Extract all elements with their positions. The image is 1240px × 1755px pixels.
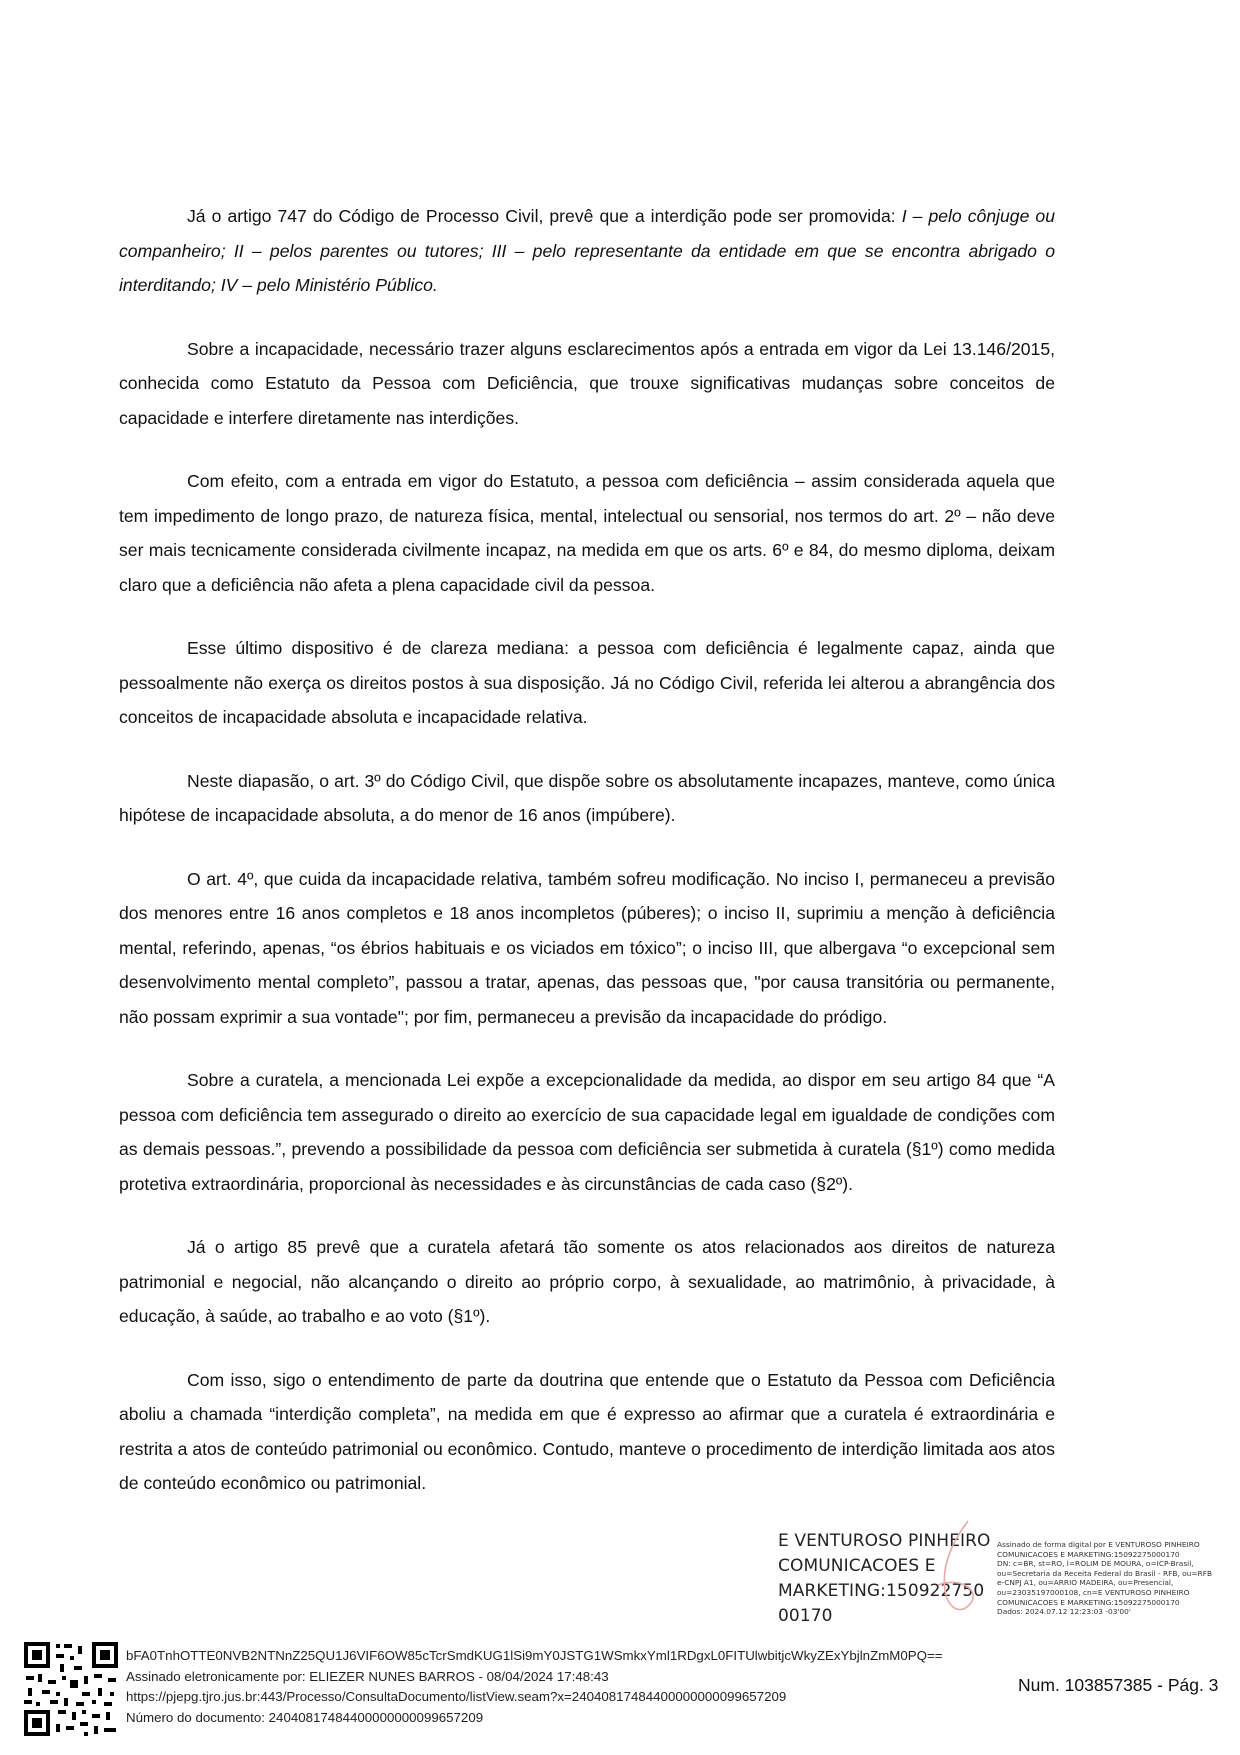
signature-name-line: 00170 (778, 1606, 833, 1626)
signature-detail-line: COMUNICACOES E MARKETING:15092275000170 (997, 1597, 1180, 1607)
qr-code-icon (22, 1640, 120, 1738)
signature-detail-line: e-CNPJ A1, ou=ARRIO MADEIRA, ou=Presencial, (997, 1578, 1174, 1588)
paragraph: Neste diapasão, o art. 3º do Código Civil, que dispõe sobre os absolutamente incapazes, manteve, como única hipótese de incapacidade absoluta, a do menor de 16 anos (impúbere). (119, 770, 1055, 825)
document-footer (126, 1646, 942, 1728)
signature-detail-line: ou=Secretaria da Receita Federal do Brasil - RFB, ou=RFB (997, 1568, 1212, 1578)
document-hash: bFA0TnhOTTE0NVB2NTNnZ25QU1J6VIF6OW85cTcrSmdKUG1lSi9mY0JSTG1WSmkxYml1RDgxL0FITUlwbitjcWkyZExYbjlnZmM0PQ== (126, 1648, 943, 1663)
signature-detail-line: COMUNICACOES E MARKETING:15092275000170 (997, 1549, 1180, 1559)
paragraph: Já o artigo 85 prevê que a curatela afetará tão somente os atos relacionados aos direitos de natureza patrimonial e negocial, não alcançando o direito ao próprio corpo, à sexualidade, ao matrimônio, à privacidade, à educação, à saúde, ao trabalho e ao voto (§1º). (119, 1237, 1055, 1326)
paragraph: Com efeito, com a entrada em vigor do Estatuto, a pessoa com deficiência – assim considerada aquela que tem impedimento de longo prazo, de natureza física, mental, intelectual ou sensorial, nos termos do art. 2º – não deve ser mais tecnicamente considerada civilmente incapaz, na medida em que os arts. 6º e 84, do mesmo diploma, deixam claro que a deficiência não afeta a plena capacidade civil da pessoa. (119, 471, 1055, 595)
document-number: Número do documento: 24040817484400000000099657209 (126, 1709, 484, 1725)
signature-name-line: MARKETING:150922750 (778, 1581, 985, 1601)
paragraph: Com isso, sigo o entendimento de parte da doutrina que entende que o Estatuto da Pessoa com Deficiência aboliu a chamada “interdição completa”, na medida em que é expresso ao afirmar que a curatela é extraordinária e restrita a atos de conteúdo patrimonial ou econômico. Contudo, manteve o procedimento de interdição limitada aos atos de conteúdo econômico ou patrimonial. (119, 1369, 1055, 1493)
page-number: Num. 103857385 - Pág. 3 (1018, 1675, 1219, 1695)
electronic-signature-line: Assinado eletronicamente por: ELIEZER NUNES BARROS - 08/04/2024 17:48:43 (126, 1668, 609, 1684)
signature-detail-line: DN: c=BR, st=RO, l=ROLIM DE MOURA, o=ICP-Brasil, (997, 1559, 1194, 1569)
paragraph: Sobre a curatela, a mencionada Lei expõe a excepcionalidade da medida, ao dispor em seu artigo 84 que “A pessoa com deficiência tem assegurado o direito ao exercício de sua capacidade legal em igualdade de condições com as demais pessoas.”, prevendo a possibilidade da pessoa com deficiência ser submetida à curatela (§1º) como medida protetiva extraordinária, proporcional às necessidades e às circunstâncias de cada caso (§2º). (119, 1070, 1055, 1194)
signature-flourish-icon (920, 1515, 990, 1625)
signature-detail-line: Dados: 2024.07.12 12:23:03 -03'00' (997, 1607, 1131, 1617)
signature-detail-line: Assinado de forma digital por E VENTUROSO PINHEIRO (997, 1540, 1200, 1549)
paragraph: Esse último dispositivo é de clareza mediana: a pessoa com deficiência é legalmente capaz, ainda que pessoalmente não exerça os direitos postos à sua disposição. Já no Código Civil, referida lei alterou a abrangência dos conceitos de incapacidade absoluta e incapacidade relativa. (119, 638, 1055, 727)
document-url[interactable]: https://pjepg.tjro.jus.br:443/Processo/ConsultaDocumento/listView.seam?x=24040817484400000000099657209 (126, 1689, 787, 1705)
signature-detail-line: ou=23035197000108, cn=E VENTUROSO PINHEIRO (997, 1587, 1190, 1597)
paragraph: O art. 4º, que cuida da incapacidade relativa, também sofreu modificação. No inciso I, permaneceu a previsão dos menores entre 16 anos completos e 18 anos incompletos (púberes); o inciso II, suprimiu a menção à deficiência mental, referindo, apenas, “os ébrios habituais e os viciados em tóxico”; o inciso III, que albergava “o excepcional sem desenvolvimento mental completo”, passou a tratar, apenas, das pessoas que, "por causa transitória ou permanente, não possam exprimir a sua vontade"; por fim, permaneceu a previsão da incapacidade do pródigo. (119, 868, 1055, 1027)
paragraph: Sobre a incapacidade, necessário trazer alguns esclarecimentos após a entrada em vigor da Lei 13.146/2015, conhecida como Estatuto da Pessoa com Deficiência, que trouxe significativas mudanças sobre conceitos de capacidade e interfere diretamente nas interdições. (119, 338, 1055, 428)
signature-name-line: E VENTUROSO PINHEIRO (778, 1531, 991, 1551)
document-body (119, 199, 1055, 1530)
italic-quote: I – pelo cônjuge ou companheiro; II – pelos parentes ou tutores; III – pelo representante da entidade em que se encontra abrigado o interditando; IV – pelo Ministério Público. (119, 206, 1055, 295)
signature-name-line: COMUNICACOES E (778, 1556, 936, 1576)
paragraph: Já o artigo 747 do Código de Processo Civil, prevê que a interdição pode ser promovida: I – pelo cônjuge ou companheiro; II – pelos parentes ou tutores; III – pelo representante da entidade em que se encontra abrigado o interditando; IV – pelo Ministério Público. (119, 206, 1055, 295)
digital-signature-details (997, 1540, 1212, 1617)
